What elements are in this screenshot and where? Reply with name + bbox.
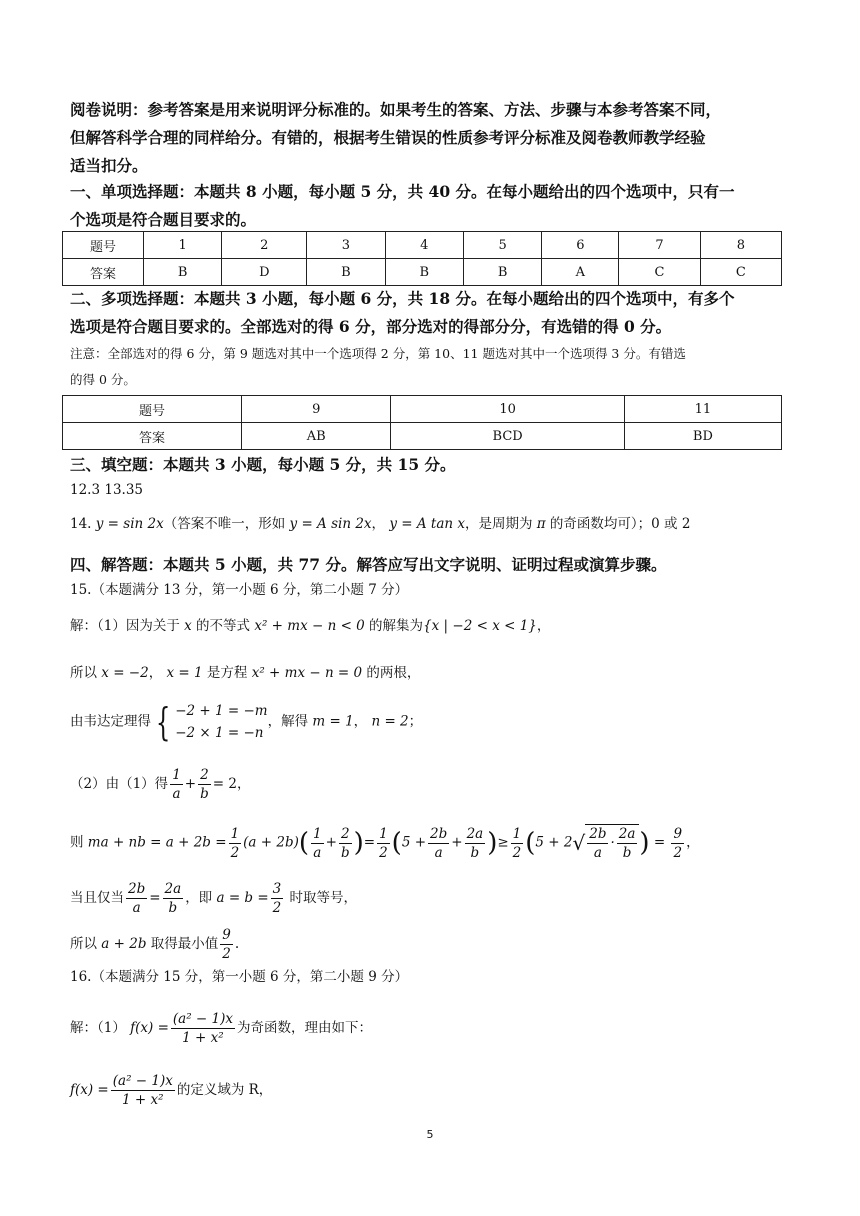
section1-title-line-1: 一、单项选择题：本题共 8 小题，每小题 5 分，共 40 分。在每小题给出的四个选项中，只有一 (70, 182, 735, 201)
math: ≥ (497, 834, 509, 851)
instructions-line-1: 阅卷说明：参考答案是用来说明评分标准的。如果考生的答案、方法、步骤与本参考答案不同， (70, 100, 722, 119)
table-cell: B (463, 259, 541, 286)
equals-sign: = (149, 890, 161, 906)
answers-12-13: 12.3 13.35 (70, 482, 143, 498)
table-cell: 2 (222, 232, 307, 259)
q15-line-2 (70, 661, 790, 685)
numerator: 2a (466, 825, 484, 842)
section2-note-line-1: 注意：全部选对的得 6 分，第 9 题选对其中一个选项得 2 分，第 10、11 题选对其中一个选项得 3 分。有错选 (70, 346, 686, 361)
math: = (363, 834, 376, 851)
fraction (377, 825, 390, 862)
text: . (234, 936, 240, 952)
equation-system (175, 700, 267, 744)
text: ， (686, 834, 700, 851)
fraction (587, 825, 608, 862)
fraction (198, 766, 211, 803)
text: ， (148, 665, 167, 681)
text: 当且仅当 (70, 890, 124, 906)
numerator: 9 (673, 825, 683, 842)
numerator: 2 (198, 766, 211, 785)
fraction (171, 1010, 235, 1047)
q14-note-b: ，是周期为 (464, 516, 537, 532)
sqrt-radicand (585, 824, 639, 862)
denominator: 2 (272, 900, 282, 916)
q14-note-c: 的奇函数均可）；0 或 2 (545, 516, 691, 532)
table-cell: C (619, 259, 700, 286)
fraction (465, 825, 486, 862)
text: = 2， (212, 776, 251, 792)
system-eq-1: −2 + 1 = −m (175, 703, 268, 719)
math: (a + 2b) (243, 834, 299, 851)
fraction (163, 880, 184, 917)
numerator: (a² − 1)x (172, 1011, 233, 1027)
table-cell: BD (624, 423, 781, 450)
table-cell: 5 (463, 232, 541, 259)
q16-line-1 (70, 1010, 790, 1047)
table-row (63, 396, 782, 423)
numerator: 2b (128, 881, 146, 897)
numerator: 1 (230, 825, 240, 842)
denominator: 2 (230, 844, 240, 861)
math: 5 + (401, 834, 427, 851)
fraction (126, 880, 147, 917)
math: + (325, 834, 337, 851)
text: 是方程 (202, 665, 252, 681)
section1-answer-table (62, 231, 782, 286)
table-row (63, 259, 782, 286)
row-label-question: 题号 (63, 396, 242, 423)
math: m = 1 (312, 713, 354, 730)
table-cell: B (144, 259, 222, 286)
numerator: 2 (339, 825, 352, 844)
table-cell: AB (242, 423, 391, 450)
row-label-answer: 答案 (63, 423, 242, 450)
numerator: 9 (222, 927, 231, 943)
section2-title-line-2: 选项是符合题目要求的。全部选对的得 6 分，部分选对的得部分分，有选错的得 0 分。 (70, 317, 672, 336)
fraction (111, 1072, 175, 1109)
text: ，即 (185, 890, 217, 906)
q15-line-5 (70, 824, 790, 862)
section1-title (70, 178, 790, 234)
section4-title: 四、解答题：本题共 5 小题，共 77 分。解答应写出文字说明、证明过程或演算步骤。 (70, 555, 667, 574)
q14-note: （答案不唯一，形如 (163, 516, 290, 532)
math: x² + mx − n < 0 (254, 618, 365, 634)
q15-line-6 (70, 880, 790, 917)
text: 解：（1）因为关于 (70, 618, 185, 634)
table-cell: 8 (700, 232, 781, 259)
q16-line-2 (70, 1072, 790, 1109)
text: ， (536, 618, 551, 634)
denominator: a (172, 786, 181, 802)
equals-sign: = (649, 834, 670, 851)
table-cell: C (700, 259, 781, 286)
numerator: 1 (379, 825, 388, 842)
denominator: 2 (673, 844, 683, 861)
table-cell: 9 (242, 396, 391, 423)
table-cell: 7 (619, 232, 700, 259)
text: （2）由（1）得 (70, 776, 169, 792)
fraction (617, 825, 638, 862)
right-paren: ) (487, 828, 498, 858)
numerator: 3 (272, 881, 282, 897)
q14-formula-3: y = A tan x (389, 516, 465, 532)
numerator: (a² − 1)x (112, 1073, 173, 1089)
math: x = −2 (101, 665, 149, 681)
denominator: 2 (379, 844, 388, 861)
text: 则 (70, 834, 88, 851)
left-paren: ( (391, 828, 402, 858)
q15-line-3 (70, 700, 790, 744)
section2-note-line-2: 的得 0 分。 (70, 372, 136, 387)
section2-title-line-1: 二、多项选择题：本题共 3 小题，每小题 6 分，共 18 分。在每小题给出的四个选项中，有多个 (70, 289, 735, 308)
section2-note (70, 341, 790, 393)
numerator: 1 (512, 825, 522, 842)
q14-number: 14. (70, 516, 96, 532)
text: 所以 (70, 665, 102, 681)
denominator: a (434, 844, 443, 861)
numerator: 1 (172, 767, 181, 783)
text: ，解得 (267, 713, 313, 730)
numerator: 2b (589, 826, 607, 842)
denominator: 1 + x² (182, 1030, 224, 1046)
page-number: 5 (426, 1128, 434, 1141)
text: 时取等号， (285, 890, 358, 906)
numerator: 2b (430, 825, 448, 842)
instructions-line-3: 适当扣分。 (70, 156, 148, 175)
math: f(x) = (130, 1020, 169, 1036)
text: 所以 (70, 936, 102, 952)
text: ， (353, 713, 372, 730)
denominator: a (593, 845, 602, 861)
right-paren: ) (639, 828, 650, 858)
math: a + 2b (101, 936, 147, 952)
q15-line-7 (70, 926, 790, 963)
grading-instructions (70, 96, 790, 180)
table-cell: D (222, 259, 307, 286)
table-cell: A (542, 259, 619, 286)
math: {x | −2 < x < 1} (423, 618, 537, 634)
table-cell: BCD (391, 423, 624, 450)
math: 5 + 2 (535, 834, 573, 851)
text: 的定义域为 R， (176, 1082, 273, 1098)
text: 的解集为 (364, 618, 424, 634)
text: 解：（1） (70, 1020, 131, 1036)
math: x (184, 618, 192, 634)
answer-14 (70, 512, 790, 536)
table-row (63, 423, 782, 450)
denominator: a (132, 900, 141, 916)
denominator: a (313, 844, 322, 861)
q14-pi: π (536, 516, 546, 532)
table-cell: 6 (542, 232, 619, 259)
left-paren: ( (525, 828, 536, 858)
text: 的不等式 (191, 618, 255, 634)
table-cell: 1 (144, 232, 222, 259)
denominator: 1 + x² (122, 1092, 164, 1108)
denominator: b (470, 844, 480, 861)
fraction (170, 766, 183, 803)
section2-title (70, 285, 790, 341)
q14-formula-2: y = A sin 2x (289, 516, 372, 532)
text: 为奇函数，理由如下： (236, 1020, 372, 1036)
q15-header: 15.（本题满分 13 分，第一小题 6 分，第二小题 7 分） (70, 582, 409, 598)
table-cell: 3 (307, 232, 385, 259)
text: ； (408, 713, 423, 730)
section2-answer-table (62, 395, 782, 450)
left-brace: { (155, 700, 171, 744)
math: a = b = (216, 890, 269, 906)
math: x = 1 (166, 665, 203, 681)
row-label-question: 题号 (63, 232, 144, 259)
table-cell: 11 (624, 396, 781, 423)
fraction (339, 825, 352, 862)
sqrt-sign: √ (572, 831, 586, 855)
q14-formula: y = sin 2x (95, 516, 164, 532)
table-row (63, 232, 782, 259)
q14-separator: ， (371, 516, 390, 532)
table-cell: 4 (385, 232, 463, 259)
fraction (511, 825, 524, 862)
table-cell: 10 (391, 396, 624, 423)
left-paren: ( (298, 828, 310, 858)
denominator: b (622, 845, 632, 861)
denominator: b (200, 786, 209, 802)
denominator: b (168, 900, 178, 916)
fraction (428, 825, 449, 862)
multiply-dot: · (610, 835, 615, 851)
numerator: 2a (164, 881, 182, 897)
fraction (220, 926, 233, 963)
q15-line-1 (70, 614, 790, 638)
q16-header: 16.（本题满分 15 分，第一小题 6 分，第二小题 9 分） (70, 969, 409, 985)
row-label-answer: 答案 (63, 259, 144, 286)
math: + (184, 776, 197, 792)
section3-title: 三、填空题：本题共 3 小题，每小题 5 分，共 15 分。 (70, 455, 456, 474)
table-cell: B (385, 259, 463, 286)
numerator: 1 (313, 825, 322, 842)
fraction (229, 825, 242, 862)
fraction (671, 825, 684, 862)
instructions-line-2: 但解答科学合理的同样给分。有错的，根据考生错误的性质参考评分标准及阅卷教师教学经验 (70, 128, 706, 147)
numerator: 2a (618, 826, 636, 842)
denominator: 2 (222, 946, 231, 962)
fraction (311, 825, 324, 862)
fraction (271, 880, 284, 917)
denominator: 2 (512, 844, 522, 861)
math: ma + nb = a + 2b = (87, 834, 227, 851)
math: f(x) = (70, 1082, 109, 1098)
right-paren: ) (353, 828, 364, 858)
math: n = 2 (371, 713, 409, 730)
text: 取得最小值 (146, 936, 219, 952)
text: 的两根， (362, 665, 421, 681)
q15-line-4 (70, 766, 790, 803)
text: 由韦达定理得 (70, 713, 151, 730)
table-cell: B (307, 259, 385, 286)
system-eq-2: −2 × 1 = −n (175, 725, 264, 741)
math: x² + mx − n = 0 (251, 665, 363, 681)
denominator: b (340, 844, 350, 861)
section1-title-line-2: 个选项是符合题目要求的。 (70, 210, 257, 229)
math: + (451, 834, 463, 851)
